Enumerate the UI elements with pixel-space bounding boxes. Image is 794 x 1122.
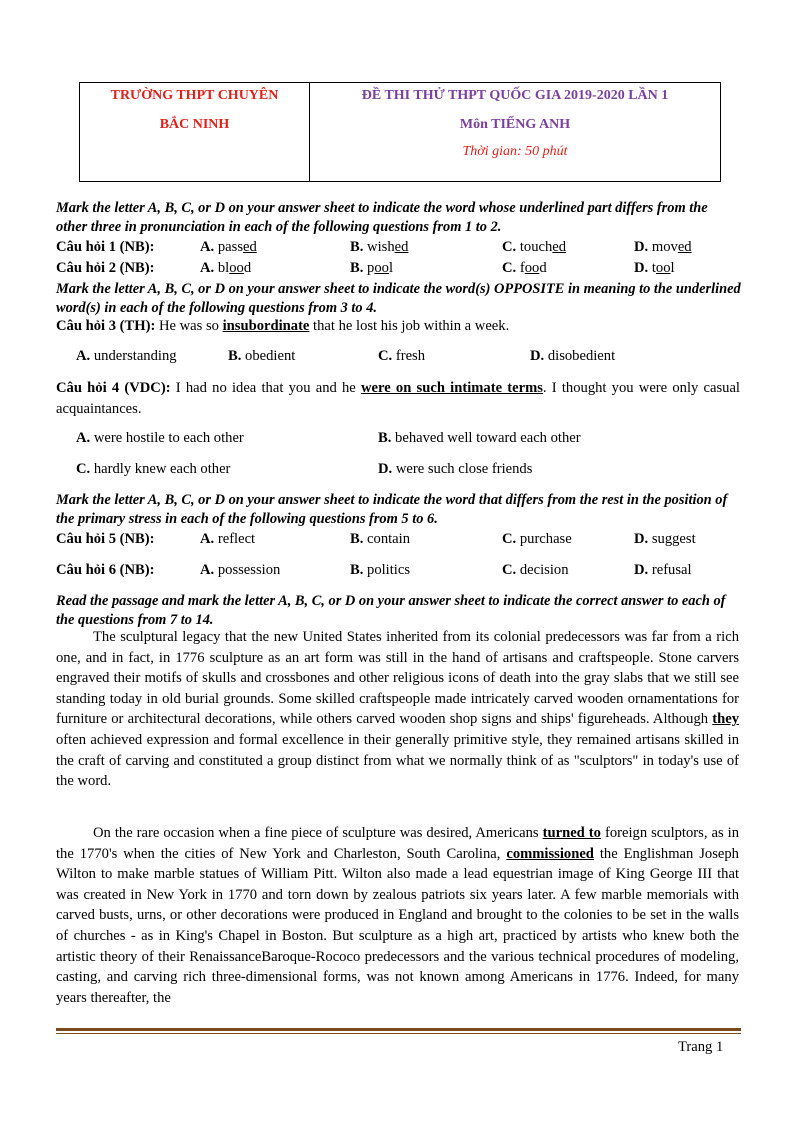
option-letter: B. <box>228 348 242 364</box>
school-name-line1: TRƯỜNG THPT CHUYÊN <box>110 88 279 103</box>
question-text: that he lost his job within a week. <box>309 318 510 334</box>
passage-paragraph-2 <box>56 823 739 1008</box>
option-letter: A. <box>76 430 91 446</box>
option-letter: A. <box>200 562 215 578</box>
option-letter: B. <box>350 260 364 276</box>
question-3 <box>56 316 742 336</box>
option-letter: C. <box>76 461 91 477</box>
option-text: touch <box>519 239 553 255</box>
question-label: Câu hỏi 1 (NB): <box>56 239 155 255</box>
option-letter: A. <box>200 260 215 276</box>
option-d <box>634 258 675 278</box>
option-text: decision <box>516 562 569 578</box>
option-a <box>200 237 257 257</box>
option-letter: C. <box>502 562 517 578</box>
underlined-part: oo <box>374 260 389 276</box>
question-4-options-row1 <box>56 428 742 448</box>
exam-time: Thời gian: 50 phút <box>462 144 568 159</box>
option-text: possession <box>214 562 281 578</box>
question-5 <box>56 529 742 549</box>
option-text: l <box>670 260 675 276</box>
question-6 <box>56 560 742 580</box>
option-letter: A. <box>76 348 91 364</box>
referenced-phrase: turned to <box>542 825 601 841</box>
referenced-word: commissioned <box>506 845 594 862</box>
underlined-part: ed <box>243 239 257 255</box>
passage-text: The sculptural legacy that the new United States inherited from its colonial predecessors was far from a rich one, and in fact, in 1776 sculpture as an art form was still in the hand of artisans and craftspeople. Stone carvers engraved their motifs of skulls and crossbones and other religious icons of death into the gray slabs that we still see standing today in old burial grounds. Some skilled craftspeople made intricately carved wooden ornamentations for furniture or architectural decorations, while others carved wooden shop signs and ships' figureheads. Although <box>56 629 739 728</box>
question-label: Câu hỏi 6 (NB): <box>56 562 155 578</box>
underlined-part: oo <box>524 260 540 276</box>
option-b <box>350 560 410 580</box>
question-1 <box>56 237 742 257</box>
option-c <box>502 529 572 549</box>
option-b <box>350 529 410 549</box>
option-letter: C. <box>502 531 517 547</box>
option-d <box>378 459 532 479</box>
option-letter: D. <box>530 348 545 364</box>
option-letter: B. <box>350 562 364 578</box>
underlined-part: oo <box>229 260 244 276</box>
option-text: bl <box>217 260 230 276</box>
question-label: Câu hỏi 5 (NB): <box>56 531 155 547</box>
option-text: politics <box>363 562 411 578</box>
question-label: Câu hỏi 3 (TH): <box>56 318 156 334</box>
question-2 <box>56 258 742 278</box>
option-letter: D. <box>634 260 649 276</box>
question-text: I had no idea that you and he <box>170 380 361 396</box>
passage-text: On the rare occasion when a fine piece of sculpture was desired, Americans <box>93 825 543 841</box>
passage-text: the Englishman Joseph Wilton to make marble statues of William Pitt. Wilton also made a lead equestrian image of King George III that was created in New York in 1770 and torn down by zealous patriots six years later. A few marble memorials with carved busts, urns, or other decorations were produced in England and brought to the colonies to be set in the walls of churches - as in King's Chapel in Boston. But sculpture as a high art, practiced by artists who knew both the artistic theory of their RenaissanceBaroque-Rococo predecessors and the various technical procedures of modeling, casting, and carving rich three-dimensional forms, was not known among Americans in 1776. Indeed, for many years thereafter, the <box>56 845 739 1006</box>
referenced-word: they <box>712 711 739 728</box>
exam-info-cell <box>310 83 720 181</box>
page-number: Trang 1 <box>678 1039 724 1055</box>
option-text: reflect <box>214 531 256 547</box>
option-text: l <box>388 260 393 276</box>
option-text: contain <box>363 531 410 547</box>
option-text: disobedient <box>544 348 616 364</box>
underlined-part: ed <box>394 239 409 255</box>
passage-text: often achieved expression and formal excellence in their generally primitive style, they remained artisans skilled in the craft of carving and constituted a group distinct from what we normally think of as "sculptors" in today's use of the word. <box>56 731 739 790</box>
question-text: . I thought you were only casual acquaintances. <box>56 380 740 417</box>
option-a <box>76 428 244 448</box>
option-c <box>502 258 547 278</box>
passage-paragraph-1 <box>56 627 739 792</box>
underlined-phrase: were on such intimate terms <box>361 380 543 396</box>
option-b <box>378 428 581 448</box>
option-c <box>502 237 566 257</box>
option-d <box>634 237 692 257</box>
option-a <box>200 258 251 278</box>
question-label: Câu hỏi 4 (VDC): <box>56 380 171 396</box>
option-b <box>350 258 393 278</box>
option-text: p <box>367 260 375 276</box>
question-3-options <box>56 346 742 366</box>
question-4-options-row2 <box>56 459 742 479</box>
option-a <box>200 529 255 549</box>
option-text: wish <box>367 239 395 255</box>
section2-instruction: Mark the letter A, B, C, or D on your answer sheet to indicate the word(s) OPPOSITE in meaning to the underlined word(s) in each of the following questions from 3 to 4. <box>56 281 741 316</box>
exam-title: ĐỀ THI THỬ THPT QUỐC GIA 2019-2020 LẦN 1 <box>361 88 669 103</box>
option-text: behaved well toward each other <box>391 430 581 446</box>
exam-header-box <box>79 82 721 182</box>
option-text: fresh <box>392 348 426 364</box>
option-text: d <box>539 260 547 276</box>
option-letter: C. <box>502 239 517 255</box>
option-text: obedient <box>241 348 296 364</box>
section4-instruction: Read the passage and mark the letter A, B, C, or D on your answer sheet to indicate the correct answer to each of the questions from 7 to 14. <box>56 593 726 628</box>
option-letter: D. <box>634 562 649 578</box>
option-c <box>76 459 230 479</box>
option-text: understanding <box>90 348 177 364</box>
option-text: were hostile to each other <box>90 430 244 446</box>
footer-rule <box>56 1028 741 1031</box>
underlined-part: ed <box>552 239 567 255</box>
underlined-word: insubordinate <box>222 318 310 334</box>
option-text: f <box>519 260 525 276</box>
option-a <box>76 346 177 366</box>
option-text: were such close friends <box>392 461 533 477</box>
option-c <box>378 346 425 366</box>
option-a <box>200 560 280 580</box>
option-letter: D. <box>634 531 649 547</box>
option-text: pass <box>217 239 243 255</box>
underlined-part: oo <box>655 260 671 276</box>
option-c <box>502 560 569 580</box>
option-letter: D. <box>378 461 393 477</box>
school-name-line2: BẮC NINH <box>159 117 230 132</box>
passage-text: foreign sculptors, as in the 1770's when the cities of New York and Charleston, South Carolina, <box>56 825 739 862</box>
option-letter: B. <box>350 239 364 255</box>
option-letter: D. <box>634 239 649 255</box>
option-letter: B. <box>378 430 392 446</box>
exam-subject: Môn TIẾNG ANH <box>459 117 571 132</box>
option-letter: A. <box>200 531 215 547</box>
option-b <box>350 237 408 257</box>
school-cell <box>80 83 310 181</box>
underlined-part: ed <box>677 239 692 255</box>
option-text: purchase <box>516 531 572 547</box>
option-text: mov <box>651 239 678 255</box>
option-text: t <box>651 260 656 276</box>
option-text: refusal <box>648 562 692 578</box>
option-text: suggest <box>648 531 696 547</box>
section1-instruction: Mark the letter A, B, C, or D on your answer sheet to indicate the word whose underlined part differs from the other three in pronunciation in each of the following questions from 1 to 2. <box>56 200 708 235</box>
option-letter: C. <box>502 260 517 276</box>
option-b <box>228 346 295 366</box>
option-letter: C. <box>378 348 393 364</box>
question-4 <box>56 378 740 420</box>
section3-instruction: Mark the letter A, B, C, or D on your answer sheet to indicate the word that differs from the rest in the position of the primary stress in each of the following questions from 5 to 6. <box>56 492 728 527</box>
option-d <box>634 560 692 580</box>
option-letter: B. <box>350 531 364 547</box>
question-text: He was so <box>155 318 223 334</box>
option-text: hardly knew each other <box>90 461 231 477</box>
option-d <box>530 346 615 366</box>
option-d <box>634 529 696 549</box>
footer-rule <box>56 1033 741 1034</box>
question-label: Câu hỏi 2 (NB): <box>56 260 155 276</box>
option-letter: A. <box>200 239 215 255</box>
option-text: d <box>243 260 252 276</box>
